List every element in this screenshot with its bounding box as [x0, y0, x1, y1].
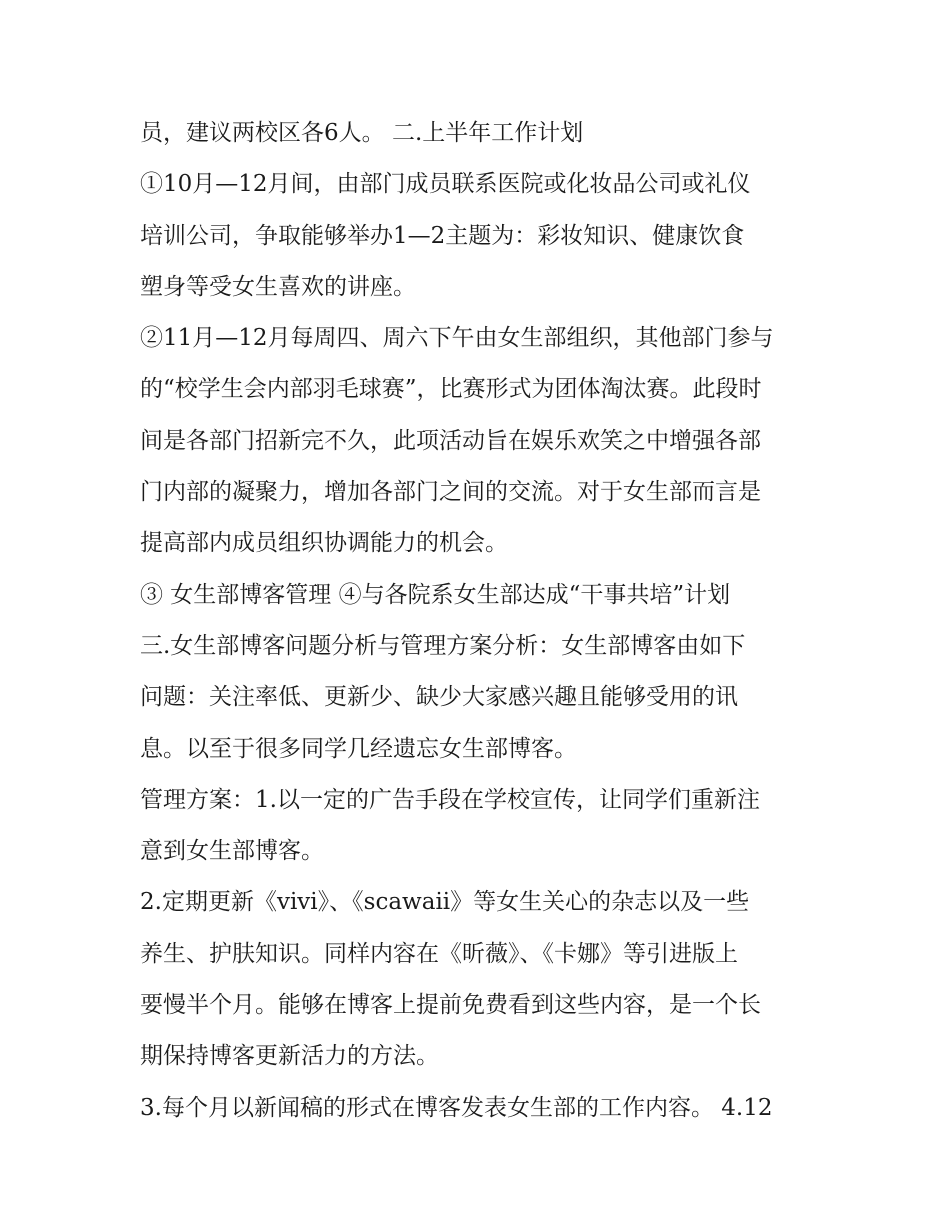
text-line: 期保持博客更新活力的方法。 — [140, 1043, 439, 1070]
text-line: 门内部的凝聚力，增加各部门之间的交流。对于女生部而言是 — [140, 479, 761, 506]
text-line: 三.女生部博客问题分析与管理方案分析：女生部博客由如下 — [140, 632, 746, 659]
text-line: 2.定期更新《vivi》、《scawaii》等女生关心的杂志以及一些 — [140, 889, 750, 916]
text-line: ③ 女生部博客管理 ④与各院系女生部达成“干事共培”计划 — [140, 581, 731, 608]
text-line: 养生、护肤知识。同样内容在《昕薇》、《卡娜》等引进版上 — [140, 940, 738, 967]
text-line: 的“校学生会内部羽毛球赛”，比赛形式为团体淘汰赛。此段时 — [140, 376, 762, 403]
text-line: ①10月—12月间，由部门成员联系医院或化妆品公司或礼仪 — [140, 171, 751, 198]
text-line: 息。以至于很多同学几经遗忘女生部博客。 — [140, 735, 577, 762]
text-line: 培训公司，争取能够举办1—2主题为：彩妆知识、健康饮食 — [140, 222, 745, 249]
text-line: 塑身等受女生喜欢的讲座。 — [140, 273, 416, 300]
text-line: 意到女生部博客。 — [140, 838, 324, 865]
text-line: 管理方案：1.以一定的广告手段在学校宣传，让同学们重新注 — [140, 786, 760, 813]
text-line: 提高部内成员组织协调能力的机会。 — [140, 530, 508, 557]
text-line: ②11月—12月每周四、周六下午由女生部组织，其他部门参与 — [140, 325, 774, 352]
text-line: 要慢半个月。能够在博客上提前免费看到这些内容，是一个长 — [140, 992, 761, 1019]
text-line: 员，建议两校区各6人。 二.上半年工作计划 — [140, 120, 584, 146]
text-line: 3.每个月以新闻稿的形式在博客发表女生部的工作内容。 4.12 — [140, 1094, 773, 1121]
text-line: 间是各部门招新完不久，此项活动旨在娱乐欢笑之中增强各部 — [140, 427, 761, 454]
document-body — [140, 108, 820, 1134]
text-line: 问题：关注率低、更新少、缺少大家感兴趣且能够受用的讯 — [140, 684, 738, 711]
